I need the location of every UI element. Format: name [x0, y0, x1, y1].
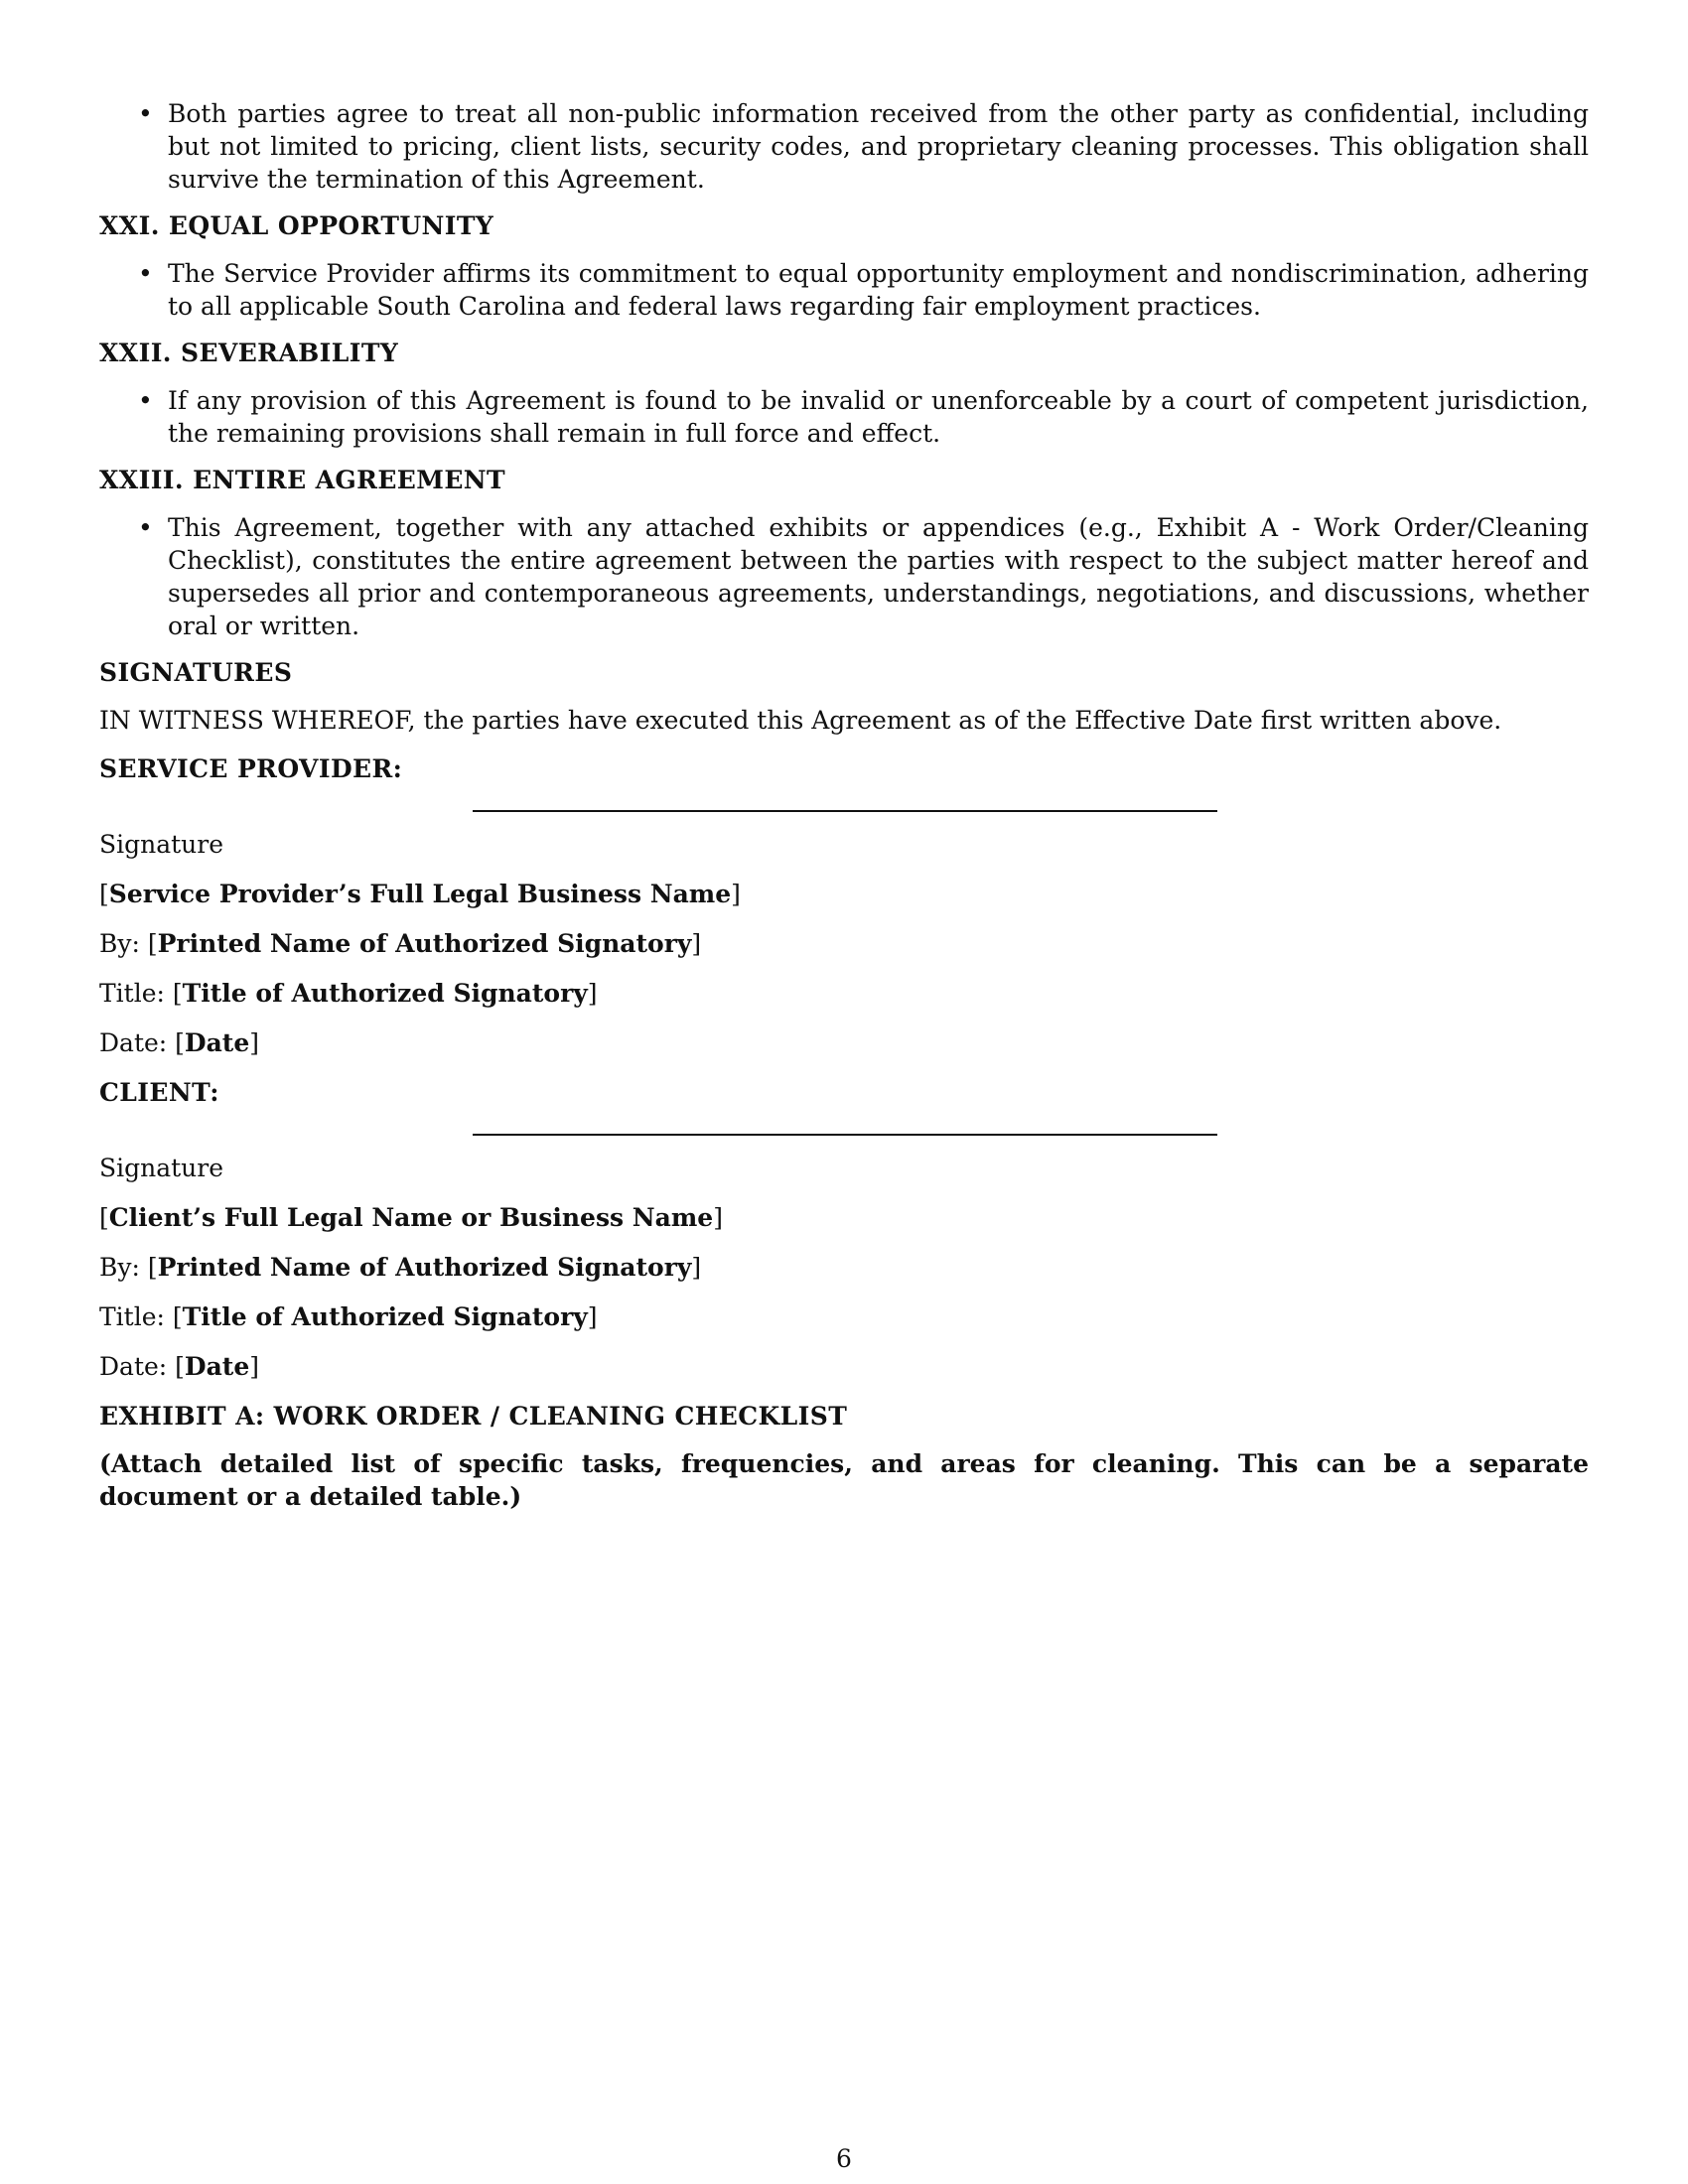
client-name: Client’s Full Legal Name or Business Name: [108, 1203, 714, 1232]
client-heading: CLIENT:: [99, 1078, 219, 1107]
title-label: Title:: [99, 979, 165, 1008]
service-provider-date-value: Date: [184, 1028, 250, 1057]
client-title-value: Title of Authorized Signatory: [182, 1302, 588, 1331]
severability-text: If any provision of this Agreement is found to be invalid or unenforceable by a court of competent jurisdiction, the remaining provisions shall remain in full force and effect.: [168, 386, 1589, 448]
service-provider-signature-line[interactable]: [473, 810, 1217, 812]
service-provider-by-value: Printed Name of Authorized Signatory: [157, 929, 692, 958]
bullet-marker: •: [138, 259, 153, 288]
by-label: By:: [99, 1253, 140, 1282]
section-heading-equal-opportunity: XXI. EQUAL OPPORTUNITY: [99, 211, 494, 240]
service-provider-signature-label: Signature: [99, 830, 224, 859]
equal-opportunity-text: The Service Provider affirms its commitment to equal opportunity employment and nondiscrimination, adhering to all applicable South Carolina and federal laws regarding fair employment practices.: [168, 259, 1589, 321]
witness-statement: IN WITNESS WHEREOF, the parties have executed this Agreement as of the Effective Date first written above.: [99, 706, 1502, 735]
confidentiality-list: [99, 97, 1589, 196]
list-item: [99, 97, 1589, 196]
service-provider-title-field: Title: [Title of Authorized Signatory]: [99, 979, 598, 1008]
equal-opportunity-list: [99, 257, 1589, 323]
client-by-value: Printed Name of Authorized Signatory: [157, 1253, 692, 1282]
client-date-field: Date: [Date]: [99, 1352, 260, 1381]
client-name-field: [Client’s Full Legal Name or Business Name]: [99, 1203, 723, 1232]
bullet-marker: •: [138, 99, 153, 128]
confidentiality-text: Both parties agree to treat all non-public information received from the other party as confidential, including but not limited to pricing, client lists, security codes, and proprietary cleaning processes. This obligation shall survive the termination of this Agreement.: [168, 99, 1589, 194]
service-provider-heading: SERVICE PROVIDER:: [99, 754, 403, 783]
client-by-field: By: [Printed Name of Authorized Signatory]: [99, 1253, 702, 1282]
exhibit-note: (Attach detailed list of specific tasks, frequencies, and areas for cleaning. This can be a separate document or a detailed table.): [99, 1449, 1589, 1511]
date-label: Date:: [99, 1028, 168, 1057]
service-provider-by-field: By: [Printed Name of Authorized Signatory]: [99, 929, 702, 958]
section-heading-entire-agreement: XXIII. ENTIRE AGREEMENT: [99, 466, 506, 494]
service-provider-name-field: [Service Provider’s Full Legal Business Name]: [99, 880, 741, 908]
client-date-value: Date: [184, 1352, 250, 1381]
title-label: Title:: [99, 1302, 165, 1331]
client-title-field: Title: [Title of Authorized Signatory]: [99, 1302, 598, 1331]
bullet-marker: •: [138, 513, 153, 542]
section-heading-severability: XXII. SEVERABILITY: [99, 339, 399, 367]
list-item: [99, 511, 1589, 642]
client-signature-line[interactable]: [473, 1134, 1217, 1136]
service-provider-title-value: Title of Authorized Signatory: [182, 979, 588, 1008]
exhibit-heading: EXHIBIT A: WORK ORDER / CLEANING CHECKLIST: [99, 1402, 848, 1431]
severability-list: [99, 384, 1589, 450]
service-provider-date-field: Date: [Date]: [99, 1028, 260, 1057]
section-heading-signatures: SIGNATURES: [99, 658, 293, 687]
document-body: [99, 97, 1589, 1513]
bullet-marker: •: [138, 386, 153, 415]
by-label: By:: [99, 929, 140, 958]
list-item: [99, 257, 1589, 323]
service-provider-name: Service Provider’s Full Legal Business Name: [108, 880, 732, 908]
page-number: 6: [836, 2144, 852, 2173]
entire-agreement-text: This Agreement, together with any attached exhibits or appendices (e.g., Exhibit A - Work Order/Cleaning Checklist), constitutes the entire agreement between the parties with respect to the subject matter hereof and supersedes all prior and contemporaneous agreements, understandings, negotiations, and discussions, whether oral or written.: [168, 513, 1589, 640]
client-signature-label: Signature: [99, 1154, 224, 1182]
list-item: [99, 384, 1589, 450]
entire-agreement-list: [99, 511, 1589, 642]
date-label: Date:: [99, 1352, 168, 1381]
